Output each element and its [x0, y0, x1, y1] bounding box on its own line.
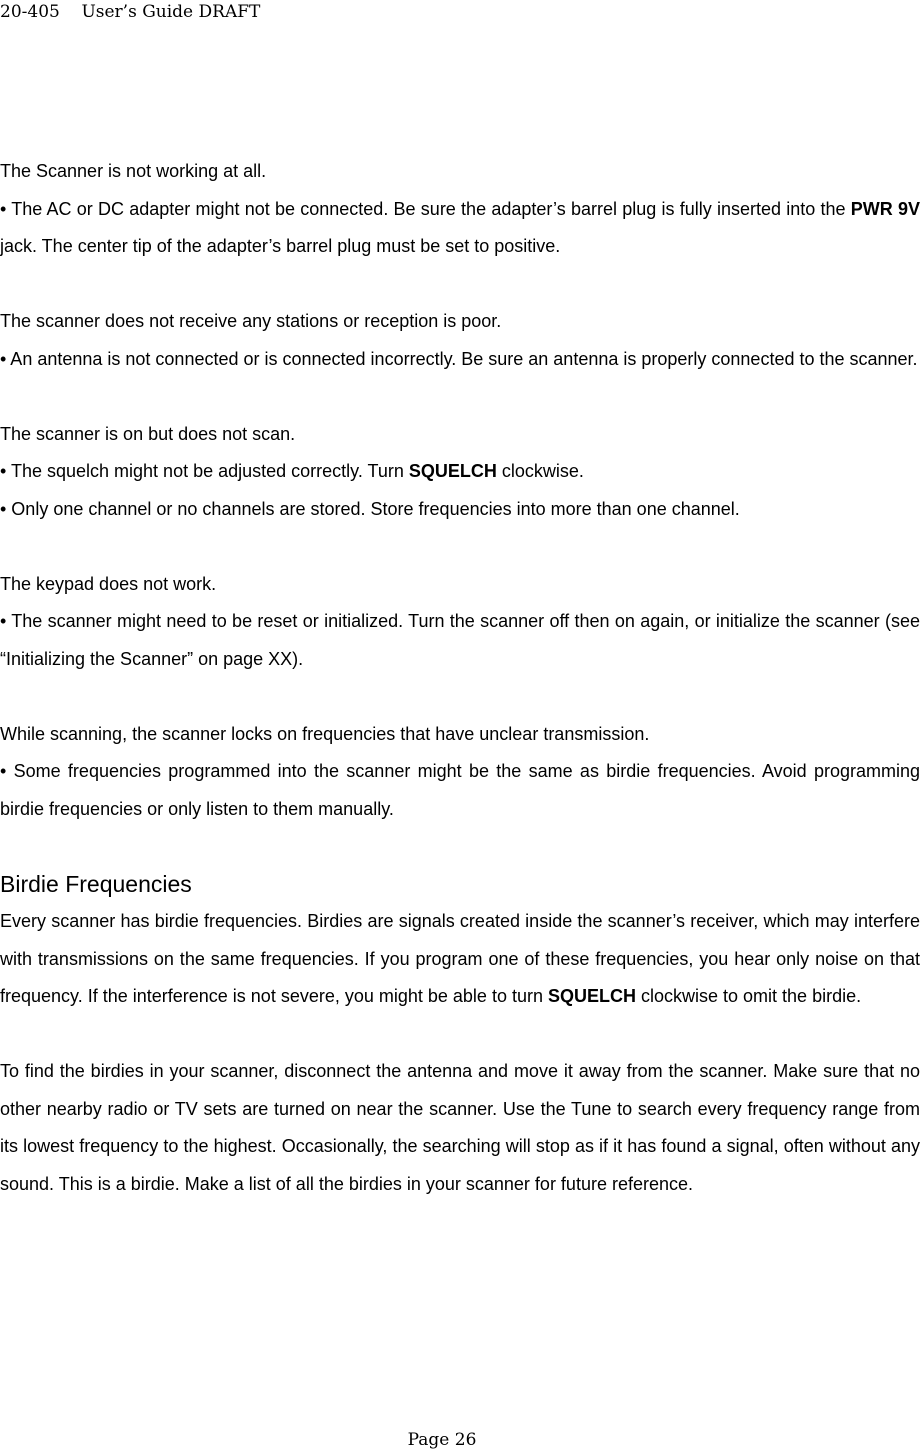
trouble-solution [0, 491, 920, 529]
trouble-problem: The Scanner is not working at all. [0, 161, 267, 181]
trouble-solution [0, 453, 920, 491]
trouble-solution [0, 191, 920, 266]
birdie-paragraph [0, 903, 920, 1016]
trouble-item [0, 716, 920, 829]
trouble-item [0, 303, 920, 378]
section-title: Birdie Frequencies [0, 870, 192, 897]
paragraph-bold-term: SQUELCH [547, 986, 636, 1006]
trouble-problem: The scanner is on but does not scan. [0, 423, 296, 444]
solution-text: jack. The center tip of the adapter’s barrel plug must be set to positive. [0, 236, 561, 256]
trouble-item [0, 566, 920, 679]
trouble-problem: While scanning, the scanner locks on frequencies that have unclear transmission. [0, 723, 650, 744]
page-body [0, 153, 920, 1203]
trouble-problem: The keypad does not work. [0, 573, 217, 594]
paragraph-text: Every scanner has birdie frequencies. Birdies are signals created inside the scanner’s receiver, which may interfere with transmissions on the same frequencies. If you program one of these frequencies, you hear only noise on that frequency. If the interference is not severe, you might be able to turn [0, 911, 920, 1006]
page-header: 20-405 User’s Guide DRAFT [0, 2, 261, 22]
paragraph-text: clockwise to omit the birdie. [636, 986, 862, 1006]
page-number: Page 26 [407, 1430, 477, 1450]
solution-bold-term: SQUELCH [408, 461, 497, 481]
trouble-solution [0, 341, 920, 379]
trouble-solution [0, 603, 920, 678]
trouble-problem: The scanner does not receive any stations or reception is poor. [0, 311, 502, 331]
solution-text: • Some frequencies programmed into the scanner might be the same as birdie frequencies. Avoid programming birdie frequencies or only listen to them manually. [0, 761, 920, 819]
solution-text: • The scanner might need to be reset or initialized. Turn the scanner off then on again, or initialize the scanner (see “Initializing the Scanner” on page XX). [0, 611, 920, 669]
solution-text: • An antenna is not connected or is connected incorrectly. Be sure an antenna is properly connected to the scanner. [0, 348, 918, 369]
solution-text: • The squelch might not be adjusted correctly. Turn [0, 461, 409, 481]
trouble-item [0, 416, 920, 529]
solution-text: • Only one channel or no channels are stored. Store frequencies into more than one channel. [0, 498, 740, 519]
trouble-solution [0, 753, 920, 828]
birdie-paragraph: To find the birdies in your scanner, disconnect the antenna and move it away from the scanner. Make sure that no other nearby radio or TV sets are turned on near the scanner. Use the Tune to search every frequency range from its lowest frequency to the highest. Occasionally, the searching will stop as if it has found a signal, often without any sound. This is a birdie. Make a list of all the birdies in your scanner for future reference. [0, 1061, 920, 1194]
solution-bold-term: PWR 9V [850, 198, 920, 219]
trouble-item [0, 153, 920, 266]
solution-text: • The AC or DC adapter might not be connected. Be sure the adapter’s barrel plug is fully inserted into the [0, 198, 851, 219]
solution-text: clockwise. [496, 461, 584, 481]
